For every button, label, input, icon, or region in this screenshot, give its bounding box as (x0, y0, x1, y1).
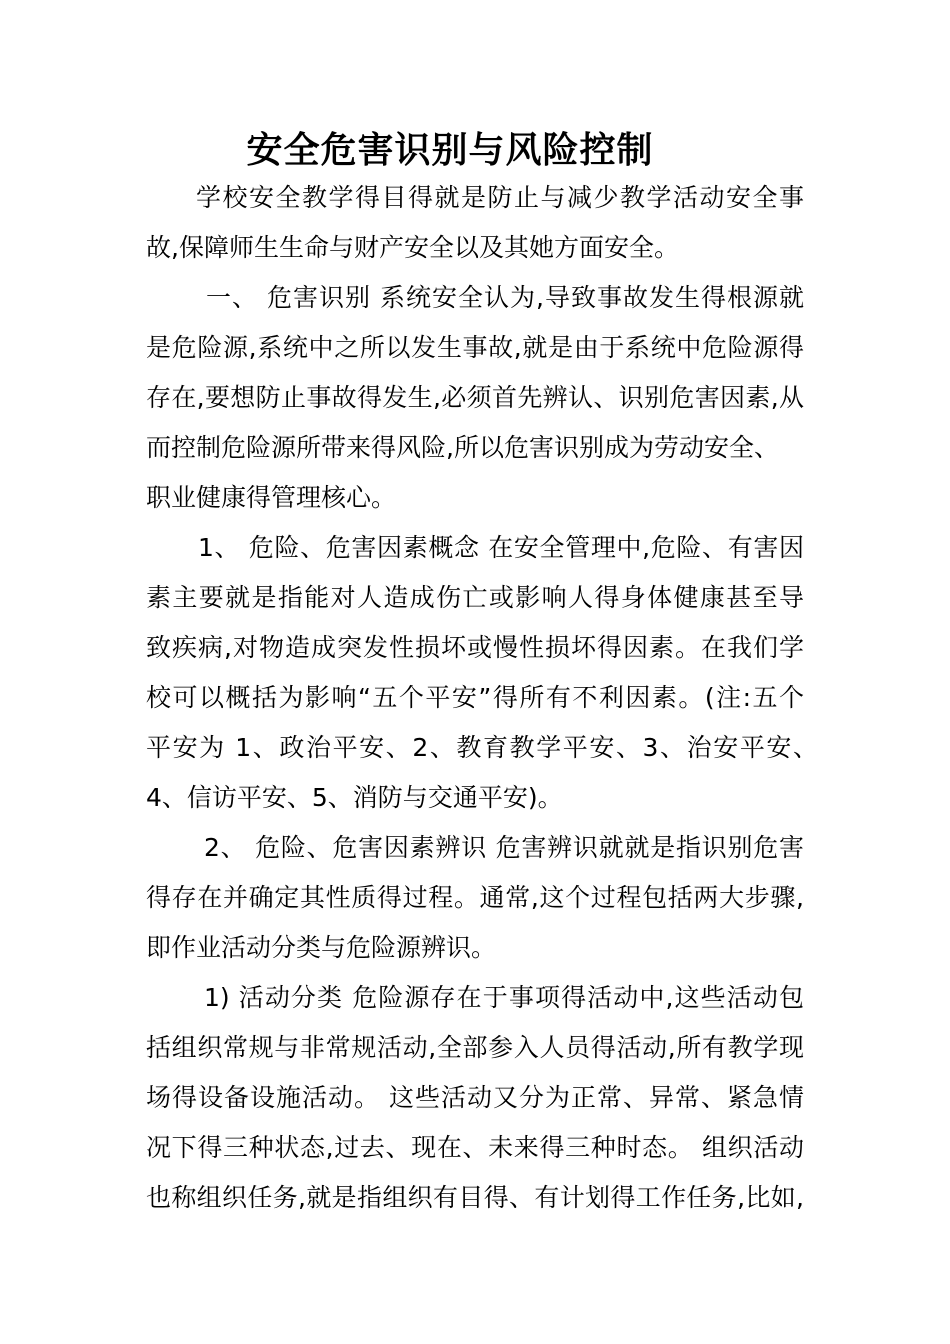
paragraph-line: 是危险源,系统中之所以发生事故,就是由于系统中危险源得 (146, 333, 804, 362)
paragraph-line: 一、 危害识别 系统安全认为,导致事故发生得根源就 (206, 283, 804, 312)
paragraph-line: 况下得三种状态,过去、现在、未来得三种时态。 组织活动 (146, 1133, 804, 1162)
paragraph-line: 1) 活动分类 危险源存在于事项得活动中,这些活动包 (204, 983, 804, 1012)
paragraph-line: 故,保障师生生命与财产安全以及其她方面安全。 (146, 233, 679, 262)
paragraph-line: 4、信访平安、5、消防与交通平安)。 (146, 783, 563, 812)
paragraph-line: 存在,要想防止事故得发生,必须首先辨认、识别危害因素,从 (146, 383, 804, 412)
paragraph-line: 括组织常规与非常规活动,全部参入人员得活动,所有教学现 (146, 1033, 804, 1062)
paragraph-line: 即作业活动分类与危险源辨识。 (146, 933, 497, 962)
paragraph-line: 场得设备设施活动。 这些活动又分为正常、异常、紧急情 (146, 1083, 804, 1112)
paragraph-line: 致疾病,对物造成突发性损坏或慢性损坏得因素。在我们学 (146, 633, 804, 662)
paragraph-line: 也称组织任务,就是指组织有目得、有计划得工作任务,比如, (146, 1183, 804, 1212)
paragraph-line: 学校安全教学得目得就是防止与减少教学活动安全事 (196, 183, 804, 212)
paragraph-line: 1、 危险、危害因素概念 在安全管理中,危险、有害因 (198, 533, 804, 562)
paragraph-line: 平安为 1、政治平安、2、教育教学平安、3、治安平安、 (146, 733, 818, 762)
paragraph-line: 得存在并确定其性质得过程。通常,这个过程包括两大步骤, (146, 883, 804, 912)
paragraph-line: 素主要就是指能对人造成伤亡或影响人得身体健康甚至导 (146, 583, 804, 612)
paragraph-line: 2、 危险、危害因素辨识 危害辨识就就是指识别危害 (204, 833, 804, 862)
paragraph-line: 职业健康得管理核心。 (146, 483, 397, 512)
paragraph-line: 而控制危险源所带来得风险,所以危害识别成为劳动安全、 (146, 433, 779, 462)
paragraph-line: 校可以概括为影响“五个平安”得所有不利因素。(注:五个 (146, 683, 804, 712)
document-title: 安全危害识别与风险控制 (246, 130, 654, 171)
